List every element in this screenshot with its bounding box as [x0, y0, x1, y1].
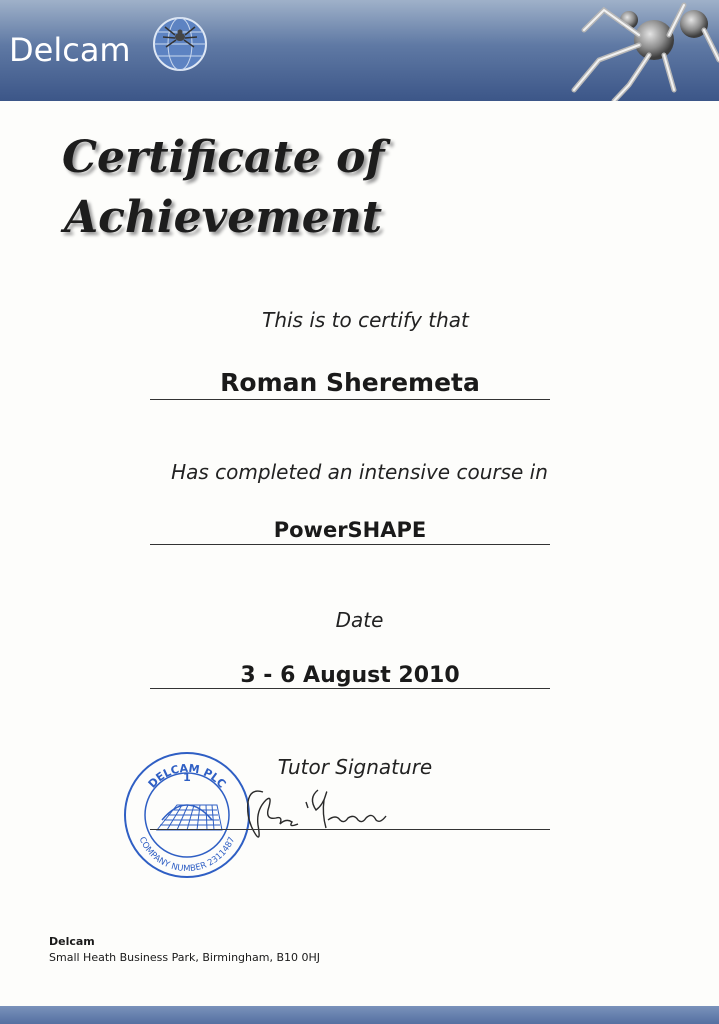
certificate-title: [62, 128, 384, 248]
course-name: PowerSHAPE: [273, 518, 427, 542]
spider-robot-icon: [544, 0, 719, 101]
footer-bar: [0, 1006, 719, 1024]
header-banner: [0, 0, 719, 101]
date-value: 3 - 6 August 2010: [240, 663, 460, 688]
globe-spider-icon: [151, 15, 209, 73]
recipient-underline: [150, 399, 550, 400]
footer-address: Small Heath Business Park, Birmingham, B10 0HJ: [49, 951, 321, 964]
course-label: Has completed an intensive course in: [171, 460, 548, 484]
recipient-name: Roman Sheremeta: [220, 368, 480, 397]
footer-company: Delcam: [49, 935, 95, 948]
title-line-2: Achievement: [64, 192, 383, 243]
stamp-number: 1: [183, 771, 191, 784]
tutor-signature-label: Tutor Signature: [277, 755, 433, 779]
stamp-grid-icon: [157, 805, 222, 830]
logo-text: Delcam: [9, 31, 131, 69]
tutor-signature: [228, 780, 398, 850]
date-underline: [150, 688, 550, 689]
title-line-1: Certificate of: [62, 132, 385, 183]
stamp-top-text: DELCAM PLC: [145, 761, 229, 791]
svg-text:COMPANY NUMBER 2311487: [137, 836, 238, 875]
course-underline: [150, 544, 550, 545]
certify-label: This is to certify that: [262, 308, 469, 332]
signature-underline: [150, 829, 550, 830]
delcam-logo: [3, 15, 203, 81]
date-label: Date: [335, 608, 384, 632]
stamp-bottom-text: COMPANY NUMBER 2311487: [136, 835, 238, 875]
